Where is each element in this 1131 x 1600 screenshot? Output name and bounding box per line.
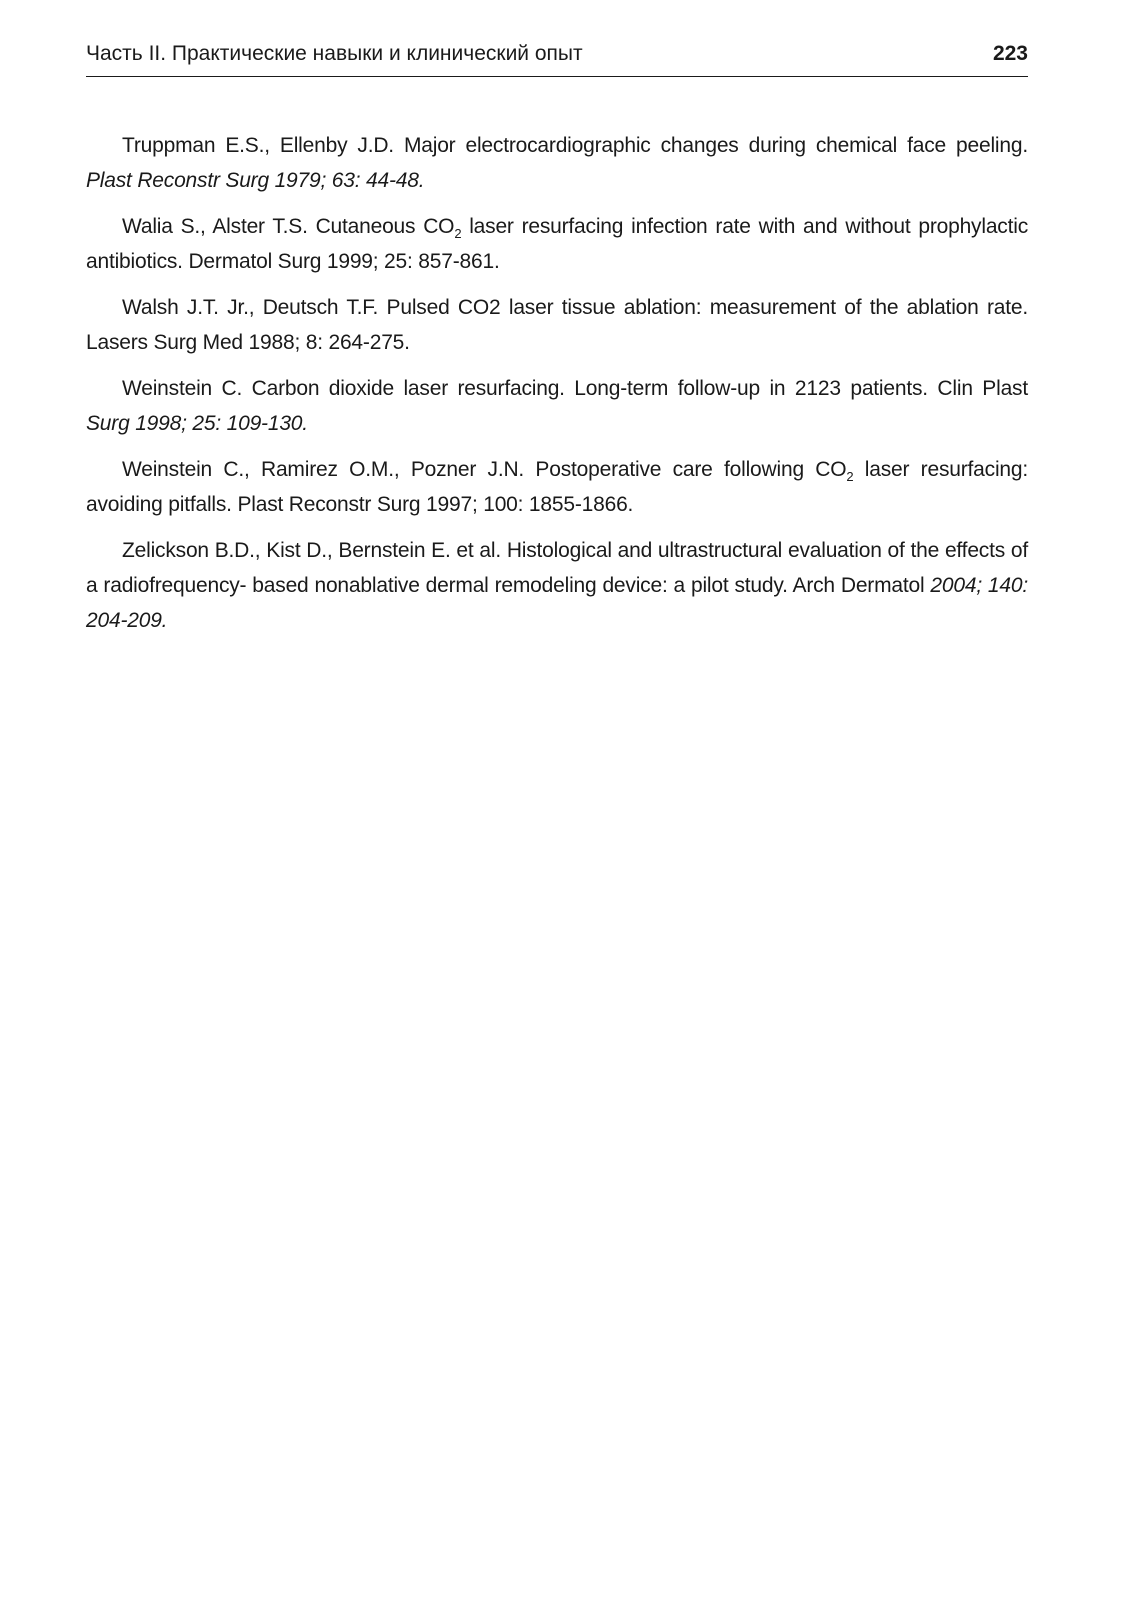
reference-text: Weinstein C. Carbon dioxide laser resurfacing. Long-term follow-up in 2123 patients. Clin Plast [122,377,1028,400]
reference-item [86,371,1028,441]
reference-italic-text: 2004; 140: 204-209. [86,574,1029,632]
page-header [86,34,1028,68]
reference-text: Weinstein C., Ramirez O.M., Pozner J.N. Postoperative care following CO [122,458,847,481]
reference-text: Zelickson B.D., Kist D., Bernstein E. et al. Histological and ultrastructural evaluation of the effects of a radiofrequency- based nonablative dermal remodeling device: a pilot study. Arch Dermatol [86,539,1028,597]
reference-list [86,128,1028,649]
reference-text: laser resurfacing infection rate with and without prophylactic antibiotics. Dermatol Surg 1999; 25: 857-861. [86,215,1029,273]
reference-text: Truppman E.S., Ellenby J.D. Major electrocardiographic changes during chemical face peeling. [122,134,1028,157]
reference-item [86,209,1028,279]
reference-italic-text: Plast Reconstr Surg 1979; 63: 44-48. [86,169,425,192]
reference-italic-text: Surg 1998; 25: 109-130. [86,412,308,435]
subscript: 2 [846,469,854,484]
reference-text: Walsh J.T. Jr., Deutsch T.F. Pulsed CO2 laser tissue ablation: measurement of the ablation rate. Lasers Surg Med 1988; 8: 264-275. [86,296,1028,354]
reference-item [86,128,1028,198]
reference-item [86,452,1028,522]
reference-item [86,533,1028,638]
reference-text: laser resurfacing: avoiding pitfalls. Plast Reconstr Surg 1997; 100: 1855-1866. [86,458,1029,516]
page-number: 223 [992,42,1028,65]
reference-item [86,290,1028,360]
running-title: Часть II. Практические навыки и клинический опыт [86,42,583,65]
subscript: 2 [454,226,462,241]
header-divider [86,76,1028,77]
reference-text: Walia S., Alster T.S. Cutaneous CO [122,215,455,238]
